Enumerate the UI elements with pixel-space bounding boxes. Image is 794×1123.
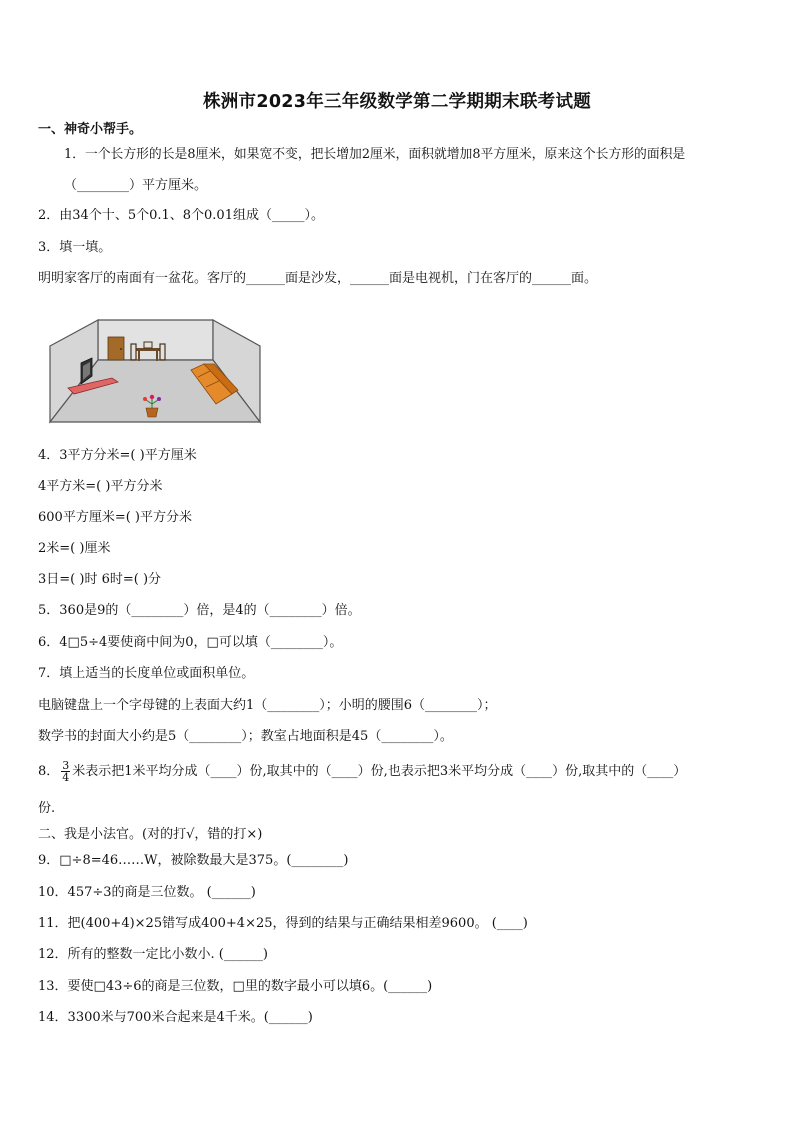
question-12: 12．所有的整数一定比小数小. (______) — [38, 947, 268, 962]
question-8 — [38, 758, 686, 786]
question-13: 13．要使□43÷6的商是三位数，□里的数字最小可以填6。(______) — [38, 979, 433, 994]
question-7-b: 数学书的封面大小约是5（________）；教室占地面积是45（________）。 — [38, 729, 453, 744]
question-5: 5．360是9的（________）倍，是4的（________）倍。 — [38, 603, 361, 618]
question-8-number: 8． — [38, 764, 60, 779]
page-title: 株洲市2023年三年级数学第二学期期末联考试题 — [202, 92, 592, 112]
question-3-text: 明明家客厅的南面有一盆花。客厅的______面是沙发，______面是电视机，门在客厅的______面。 — [38, 271, 598, 286]
question-1-line-2: （________）平方厘米。 — [64, 178, 208, 193]
question-6: 6．4□5÷4要使商中间为0，□可以填（________）。 — [38, 635, 343, 650]
question-7-a: 电脑键盘上一个字母键的上表面大约1（________）；小明的腰围6（________）； — [38, 698, 497, 713]
question-2: 2．由34个十、5个0.1、8个0.01组成（_____）。 — [38, 208, 324, 223]
section-1-heading: 一、神奇小帮手。 — [38, 122, 143, 137]
living-room-illustration — [48, 318, 263, 436]
question-4-c: 600平方厘米=( )平方分米 — [38, 510, 192, 525]
section-2-heading: 二、我是小法官。(对的打√，错的打×) — [38, 827, 263, 842]
question-10: 10．457÷3的商是三位数。 (______) — [38, 885, 256, 900]
question-8-end: 份. — [38, 801, 56, 816]
question-11: 11．把(400+4)×25错写成400+4×25，得到的结果与正确结果相差9600。 (____) — [38, 916, 528, 931]
question-14: 14．3300米与700米合起来是4千米。(______) — [38, 1010, 313, 1025]
question-9: 9．□÷8=46……W，被除数最大是375。(________) — [38, 853, 349, 868]
question-1-line-1: 1．一个长方形的长是8厘米，如果宽不变，把长增加2厘米，面积就增加8平方厘米，原来这个长方形的面积是 — [64, 147, 686, 162]
question-4-e: 3日=( )时 6时=( )分 — [38, 572, 162, 587]
question-4-b: 4平方米=( )平方分米 — [38, 479, 163, 494]
question-4-d: 2米=( )厘米 — [38, 541, 111, 556]
question-7: 7．填上适当的长度单位或面积单位。 — [38, 666, 255, 681]
question-3: 3．填一填。 — [38, 240, 112, 255]
question-8-text: 米表示把1米平均分成（____）份,取其中的（____）份,也表示把3米平均分成（____）份,取其中的（____） — [72, 764, 687, 779]
question-4-a: 4．3平方分米=( )平方厘米 — [38, 448, 197, 463]
fraction-three-quarters: $\frac{3}{4}$ — [62, 759, 70, 784]
